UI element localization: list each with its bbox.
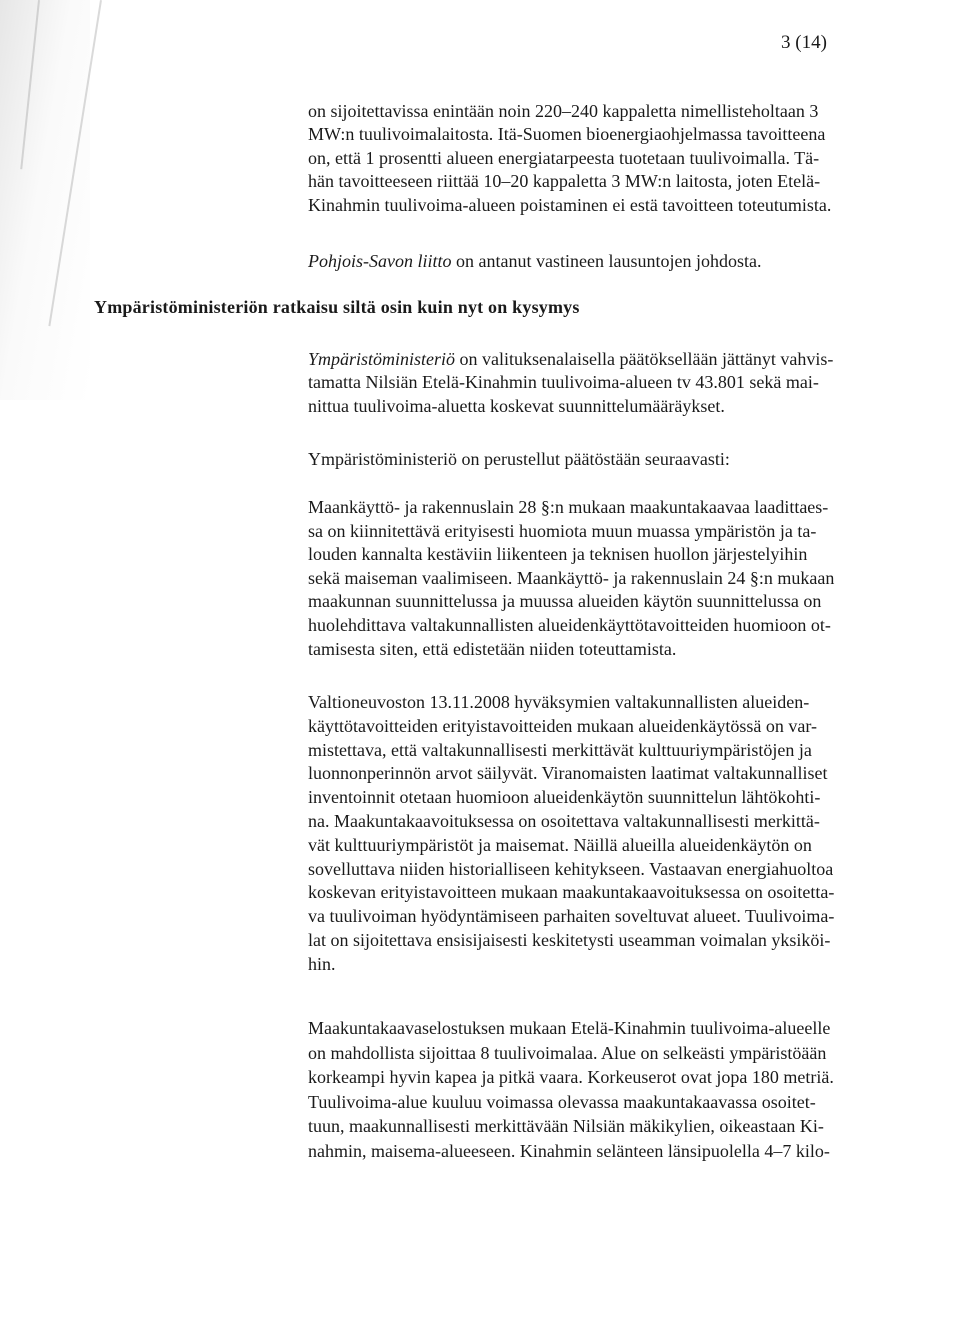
reasoning-intro — [308, 448, 730, 471]
government-paragraph — [308, 691, 834, 977]
text-line: korkeampi hyvin kapea ja pitkä vaara. Korkeuserot ovat jopa 180 metriä. — [308, 1067, 834, 1087]
text-line: tamisesta siten, että edistetään niiden toteuttamista. — [308, 638, 677, 659]
text-line: va tuulivoiman hyödyntämiseen parhaiten soveltuvat alueet. Tuulivoima- — [308, 906, 835, 927]
text-line: MW:n tuulivoimalaitosta. Itä-Suomen bioenergiaohjelmassa tavoitteena — [308, 124, 826, 145]
text-line — [308, 250, 761, 273]
text-line: Maakuntakaavaselostuksen mukaan Etelä-Kinahmin tuulivoima-alueelle — [308, 1018, 831, 1038]
scan-artifact-line — [20, 0, 40, 169]
page-number: 3 (14) — [781, 32, 827, 53]
text-line: sovelluttava niiden historialliseen kehitykseen. Vastaavan energiahuoltoa — [308, 858, 834, 879]
text-line: tuun, maakunnallisesti merkittävään Nilsiän mäkikylien, oikeastaan Ki- — [308, 1116, 824, 1136]
text-line: mistettava, että valtakunnallisesti merkittävät kulttuuriympäristöjen ja — [308, 739, 812, 760]
text-fragment: on antanut vastineen lausuntojen johdosta. — [451, 251, 762, 271]
text-line: hän tavoitteeseen riittää 10–20 kappaletta 3 MW:n laitosta, joten Etelä- — [308, 171, 821, 192]
text-line: nahmin, maisema-alueeseen. Kinahmin selänteen länsipuolella 4–7 kilo- — [308, 1140, 830, 1161]
text-line: koskevan erityistavoitteen mukaan maakuntakaavoituksessa on osoitetta- — [308, 882, 835, 903]
scan-artifact-line — [48, 0, 102, 326]
text-line: on sijoitettavissa enintään noin 220–240 kappaletta nimellisteholtaan 3 — [308, 101, 819, 121]
law-paragraph — [308, 496, 834, 661]
text-line: hin. — [308, 953, 336, 974]
text-line: louden kannalta kestäviin liikenteen ja teknisen huollon järjestelyihin — [308, 544, 808, 565]
text-line: lat on sijoitettava ensisijaisesti keskitetysti useamman voimalan yksiköi- — [308, 929, 831, 950]
text-line: sa on kiinnitettävä erityisesti huomiota muun muassa ympäristön ja ta- — [308, 520, 817, 541]
text-line — [308, 348, 833, 371]
text-line: vät kulttuuriympäristöt ja maisemat. Näillä alueilla alueidenkäytön on — [308, 834, 812, 855]
text-line: Valtioneuvoston 13.11.2008 hyväksymien valtakunnallisten alueiden- — [308, 692, 810, 712]
text-line: nittua tuulivoima-aluetta koskevat suunnittelumääräykset. — [308, 395, 725, 416]
plan-paragraph — [308, 1016, 834, 1163]
text-line: maakunnan suunnittelussa ja muussa alueiden käytön suunnittelussa on — [308, 591, 822, 612]
scan-edge-shadow — [0, 0, 90, 400]
text-line: huolehdittava valtakunnallisten alueidenkäyttötavoitteiden huomioon ot- — [308, 614, 831, 635]
text-line: on mahdollista sijoittaa 8 tuulivoimalaa. Alue on selkeästi ympäristöään — [308, 1042, 827, 1063]
text-line: Kinahmin tuulivoima-alueen poistaminen ei estä tavoitteen toteutumista. — [308, 194, 832, 215]
response-paragraph — [308, 250, 761, 273]
text-line: tamatta Nilsiän Etelä-Kinahmin tuulivoima-alueen tv 43.801 sekä mai- — [308, 372, 819, 393]
text-line: Tuulivoima-alue kuuluu voimassa olevassa maakuntakaavassa osoitet- — [308, 1091, 816, 1112]
text-line: Maankäyttö- ja rakennuslain 28 §:n mukaan maakuntakaavaa laadittaes- — [308, 497, 829, 517]
intro-paragraph — [308, 100, 831, 217]
decision-paragraph — [308, 348, 833, 418]
section-heading: Ympäristöministeriön ratkaisu siltä osin kuin nyt on kysymys — [94, 297, 580, 317]
text-line: Ympäristöministeriö on perustellut päätöstään seuraavasti: — [308, 449, 730, 469]
text-line: inventoinnit otetaan huomioon alueidenkäytön suunnittelun lähtökohti- — [308, 787, 821, 808]
text-line: luonnonperinnön arvot säilyvät. Viranomaisten laatimat valtakunnalliset — [308, 763, 828, 784]
ministry-name: Ympäristöministeriö — [308, 349, 456, 369]
organization-name: Pohjois-Savon liitto — [308, 251, 452, 271]
text-line: on, että 1 prosentti alueen energiatarpeesta tuotetaan tuulivoimalla. Tä- — [308, 147, 820, 168]
text-line: sekä maiseman vaalimiseen. Maankäyttö- ja rakennuslain 24 §:n mukaan — [308, 567, 835, 588]
text-fragment: on valituksenalaisella päätöksellään jättänyt vahvis- — [455, 349, 834, 369]
text-line: na. Maakuntakaavoituksessa on osoitettava valtakunnallisesti merkittä- — [308, 810, 820, 831]
text-line: käyttötavoitteiden erityistavoitteiden mukaan alueidenkäytössä on var- — [308, 715, 817, 736]
